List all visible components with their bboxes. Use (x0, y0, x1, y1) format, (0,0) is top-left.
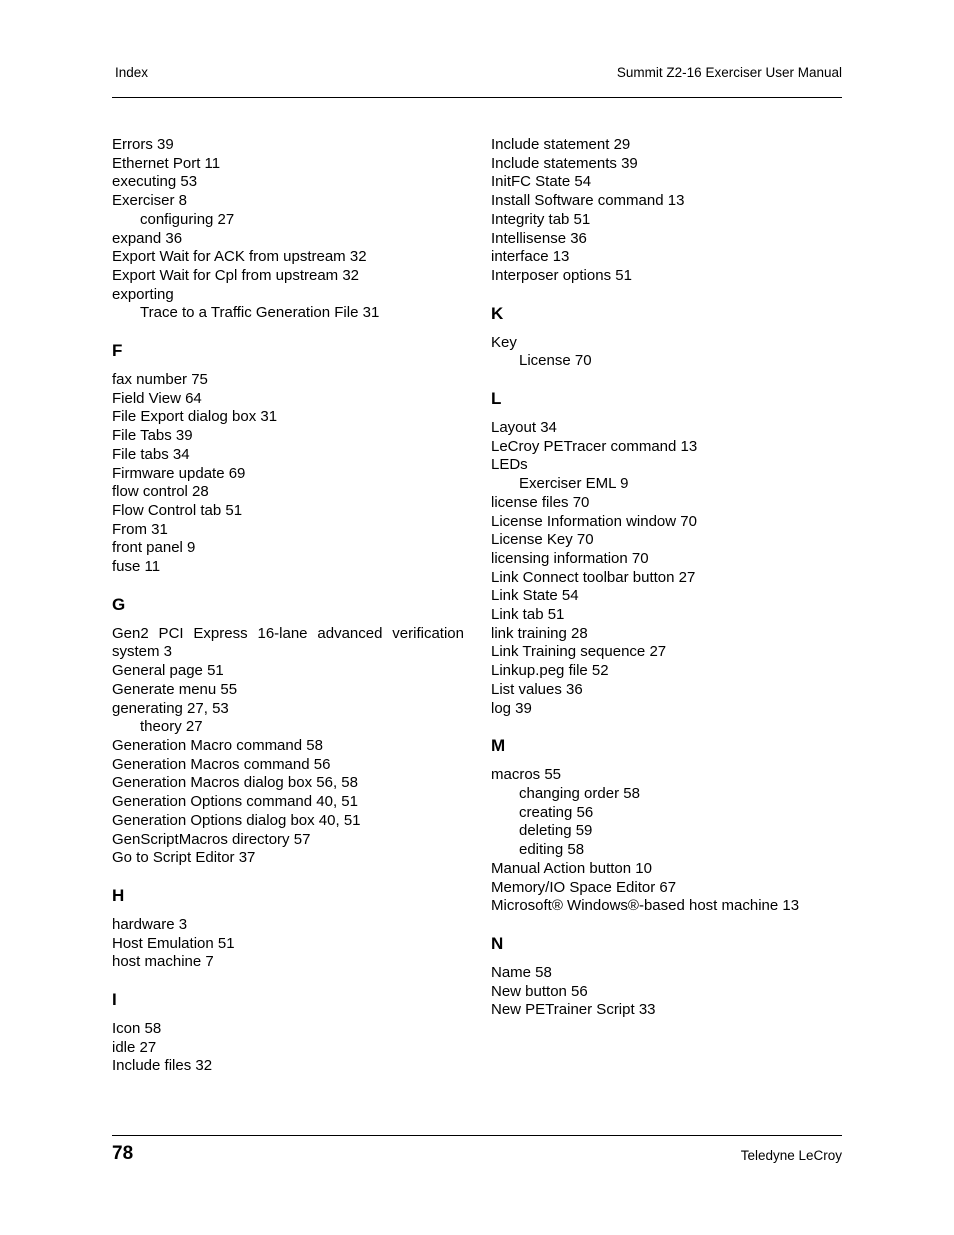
index-subentry: editing 58 (519, 841, 585, 859)
header-section-title: Index (115, 65, 149, 80)
index-entry: Link State 54 (491, 587, 579, 605)
index-entry: link training 28 (491, 624, 588, 642)
index-entry: Name 58 (491, 963, 552, 981)
index-entry: Exerciser 8 (112, 192, 188, 210)
index-column-right (491, 136, 843, 1020)
index-entry: Flow Control tab 51 (112, 501, 243, 519)
index-entry: Link tab 51 (491, 606, 565, 624)
index-entry: Field View 64 (112, 389, 202, 407)
index-entry: License Information window 70 (491, 512, 697, 530)
index-entry: Export Wait for ACK from upstream 32 (112, 248, 367, 266)
index-subentry: changing order 58 (519, 784, 640, 802)
index-entry: File Export dialog box 31 (112, 408, 278, 426)
index-entry: license files 70 (491, 493, 590, 511)
index-entry: LeCroy PETracer command 13 (491, 437, 698, 455)
index-letter-heading: K (491, 303, 504, 323)
index-entry: Include files 32 (112, 1057, 213, 1075)
index-entry: Generation Options command 40, 51 (112, 793, 358, 811)
page-header (112, 65, 842, 83)
index-entry: interface 13 (491, 248, 570, 266)
index-entry: Host Emulation 51 (112, 934, 235, 952)
index-entry: File tabs 34 (112, 445, 190, 463)
index-subentry: theory 27 (140, 718, 203, 736)
index-entry: Generate menu 55 (112, 680, 238, 698)
index-entry: Manual Action button 10 (491, 859, 652, 877)
index-entry: executing 53 (112, 173, 198, 191)
index-letter-heading: F (112, 341, 123, 361)
index-entry: Gen2 PCI Express 16-lane advanced verification system 3 (112, 624, 464, 661)
index-entry: InitFC State 54 (491, 173, 592, 191)
index-entry: General page 51 (112, 662, 224, 680)
index-entry: Key (491, 333, 517, 351)
index-letter-heading: G (112, 594, 126, 614)
index-entry: front panel 9 (112, 539, 196, 557)
index-entry: Linkup.peg file 52 (491, 662, 609, 680)
index-subentry: creating 56 (519, 803, 594, 821)
header-manual-title: Summit Z2-16 Exerciser User Manual (616, 65, 842, 80)
index-entry: Include statements 39 (491, 154, 638, 172)
index-entry: License Key 70 (491, 531, 594, 549)
index-entry: log 39 (491, 699, 532, 717)
index-entry: Install Software command 13 (491, 192, 685, 210)
index-subentry: Trace to a Traffic Generation File 31 (140, 304, 380, 322)
index-entry: Export Wait for Cpl from upstream 32 (112, 266, 360, 284)
index-letter-heading: H (112, 885, 125, 905)
index-entry: Link Training sequence 27 (491, 643, 667, 661)
index-entry: Errors 39 (112, 136, 174, 153)
index-entry: licensing information 70 (491, 549, 649, 567)
index-letter-heading: L (491, 389, 502, 409)
index-entry: GenScriptMacros directory 57 (112, 830, 311, 848)
header-divider (112, 97, 842, 98)
index-subentry: deleting 59 (519, 822, 593, 840)
index-entry: Firmware update 69 (112, 464, 246, 482)
footer-divider (112, 1135, 842, 1136)
index-entry: Generation Macro command 58 (112, 736, 323, 754)
index-entry: From 31 (112, 520, 168, 538)
index-entry: New button 56 (491, 982, 588, 1000)
index-entry: fuse 11 (112, 558, 161, 576)
index-entry: Ethernet Port 11 (112, 154, 221, 172)
index-entry: Generation Macros dialog box 56, 58 (112, 774, 358, 792)
index-entry: host machine 7 (112, 953, 214, 971)
index-entry: Interposer options 51 (491, 266, 632, 284)
index-entry: List values 36 (491, 680, 583, 698)
footer-company: Teledyne LeCroy (740, 1148, 842, 1163)
index-entry: expand 36 (112, 229, 183, 247)
index-entry: Go to Script Editor 37 (112, 849, 256, 867)
index-entry: Memory/IO Space Editor 67 (491, 878, 677, 896)
index-entry: flow control 28 (112, 483, 209, 501)
index-entry: Generation Options dialog box 40, 51 (112, 811, 361, 829)
index-letter-heading: N (491, 933, 504, 953)
index-entry: New PETrainer Script 33 (491, 1001, 656, 1019)
index-entry: Microsoft® Windows®-based host machine 13 (491, 897, 800, 915)
index-entry: exporting (112, 285, 174, 303)
index-subentry: License 70 (519, 352, 592, 370)
index-entry: Generation Macros command 56 (112, 755, 331, 773)
index-subentry: Exerciser EML 9 (519, 475, 629, 493)
index-entry: Intellisense 36 (491, 229, 587, 247)
index-entry: Link Connect toolbar button 27 (491, 568, 696, 586)
index-entry: Icon 58 (112, 1020, 162, 1038)
index-letter-heading: I (112, 990, 117, 1010)
index-entry: macros 55 (491, 766, 562, 784)
index-entry: fax number 75 (112, 371, 208, 389)
index-entry: Include statement 29 (491, 136, 631, 153)
index-entry: Layout 34 (491, 419, 557, 437)
index-entry: generating 27, 53 (112, 699, 229, 717)
index-subentry: configuring 27 (140, 210, 235, 228)
index-entry: idle 27 (112, 1038, 157, 1056)
index-letter-heading: M (491, 736, 506, 756)
index-entry: hardware 3 (112, 915, 188, 933)
index-entry: Integrity tab 51 (491, 210, 591, 228)
index-column-left (112, 136, 464, 1076)
page-number: 78 (112, 1143, 134, 1164)
index-entry: LEDs (491, 456, 528, 474)
index-entry: File Tabs 39 (112, 427, 193, 445)
